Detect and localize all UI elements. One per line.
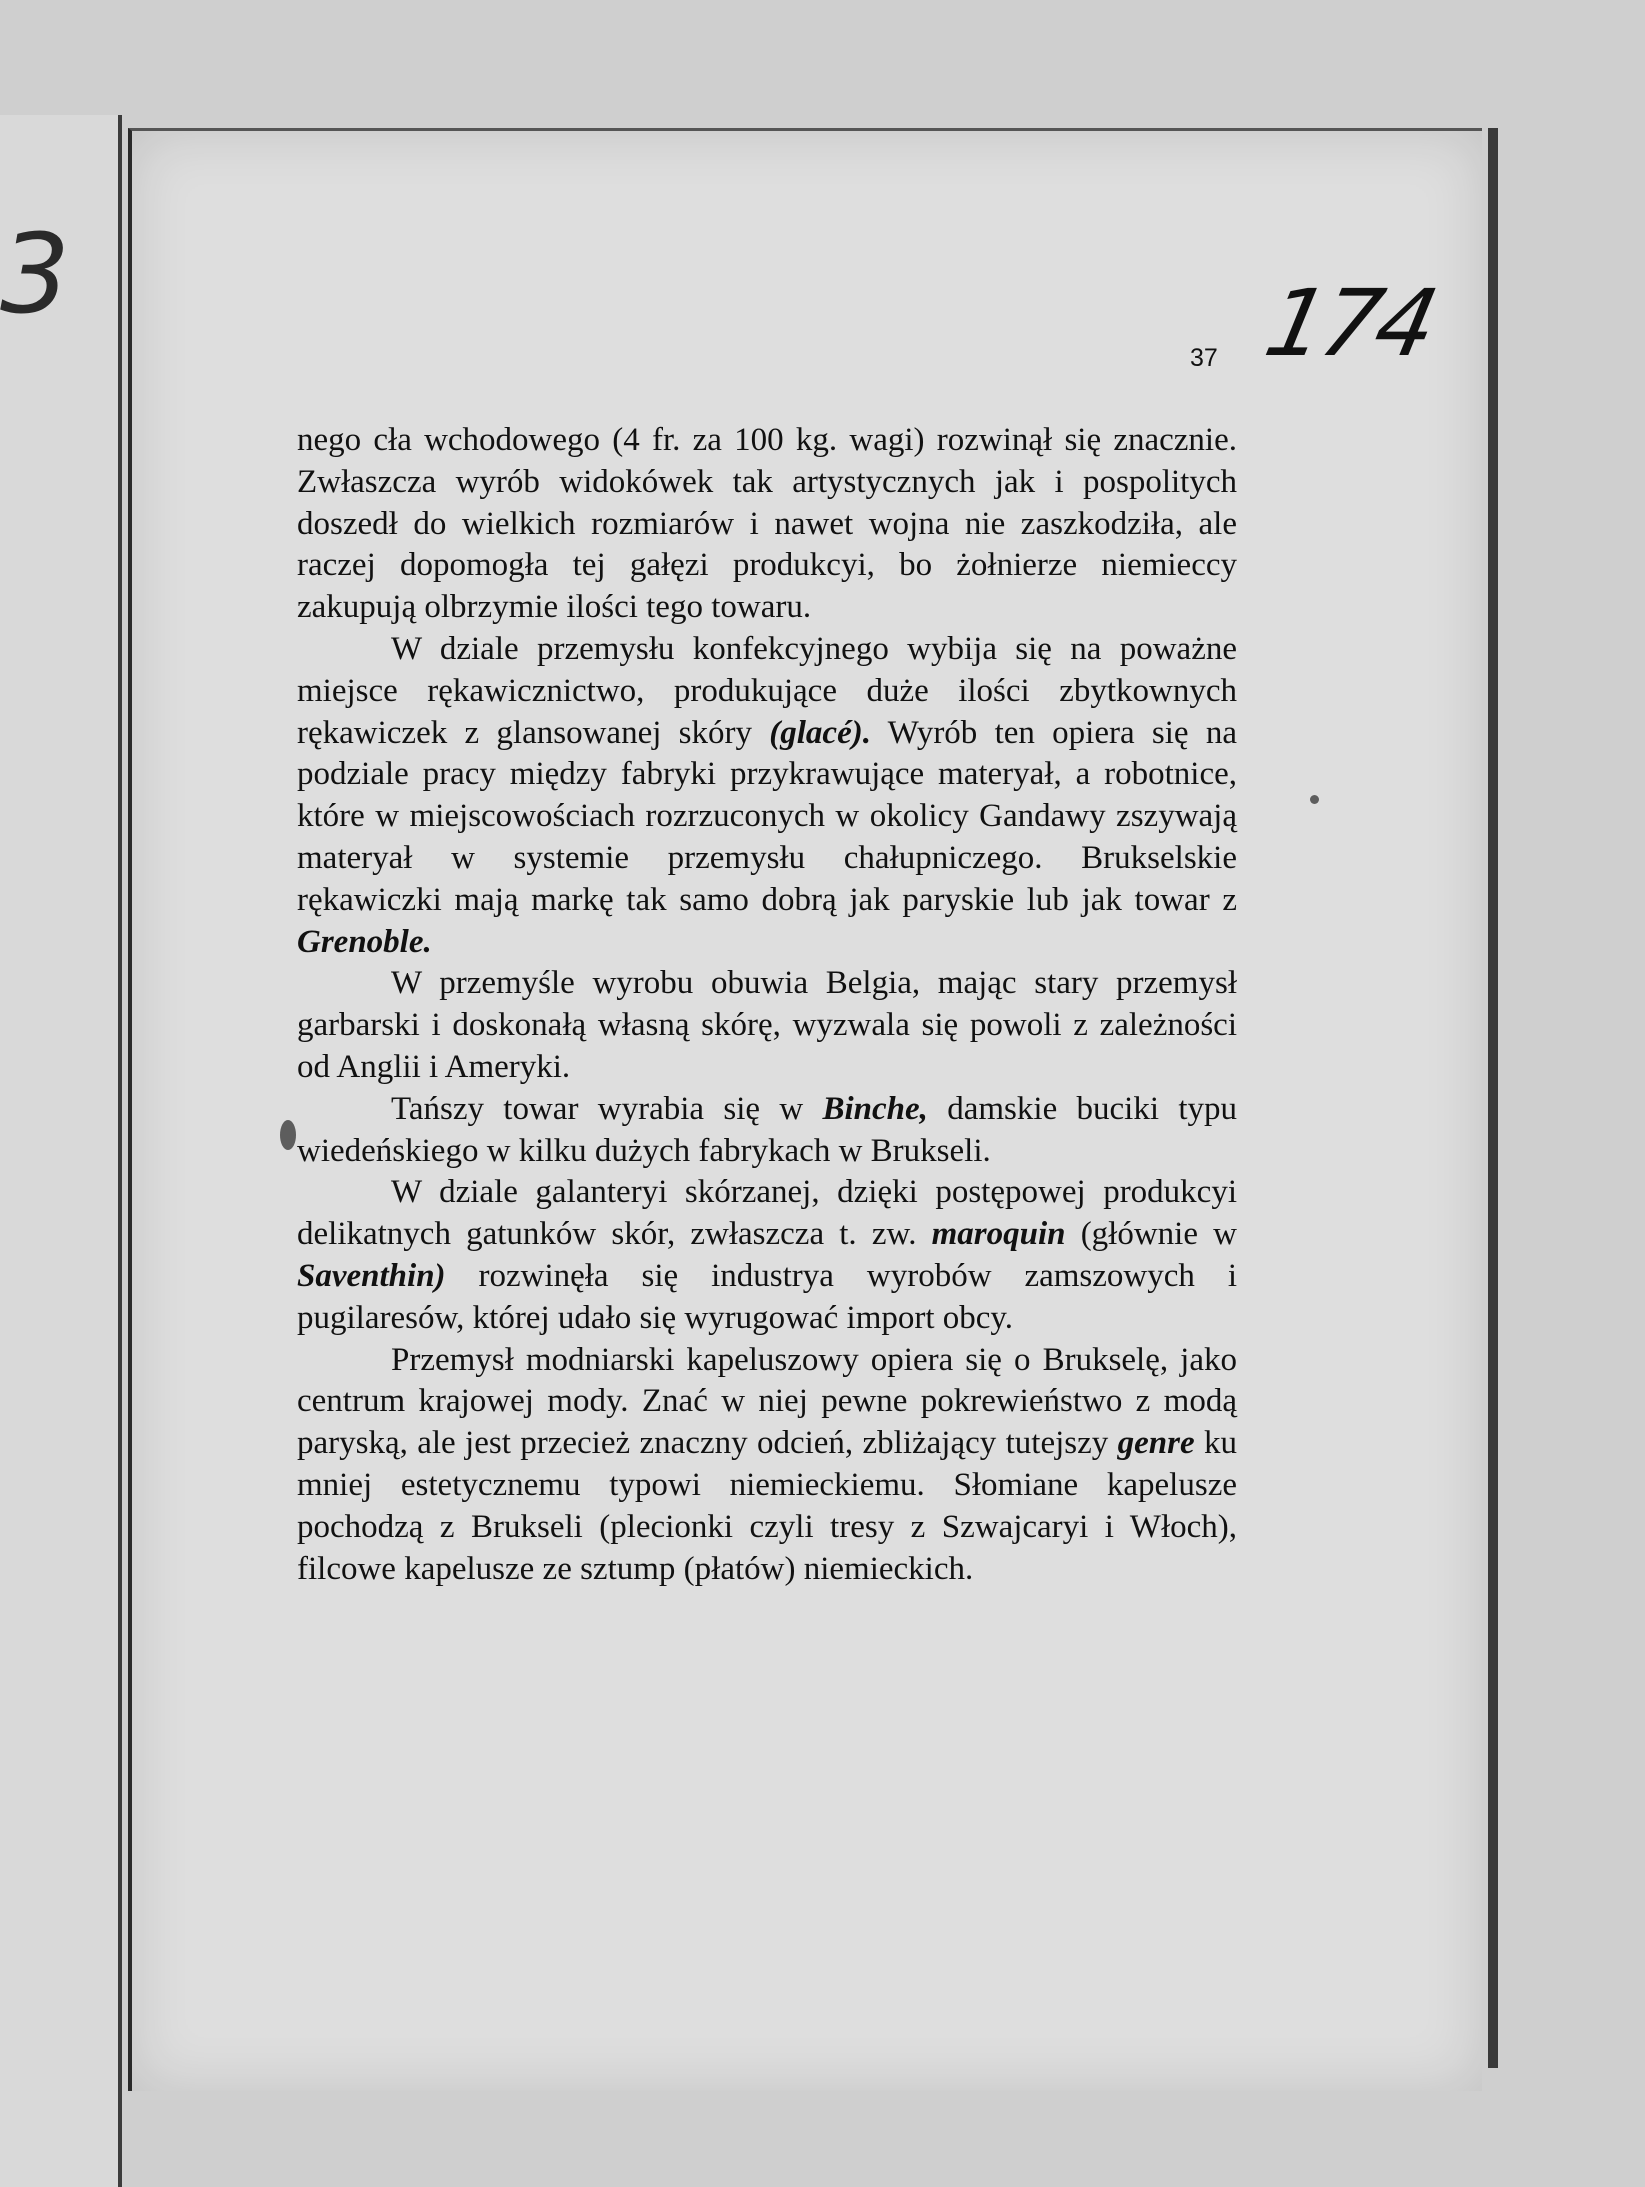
ink-spot xyxy=(280,1120,296,1150)
text-run: W dziale galanteryi skórzanej, dzięki postępowej produkcyi delikatnych gatunków skór, zwłaszcza t. zw. xyxy=(297,1174,1237,1253)
handwritten-archive-number: 174 xyxy=(1256,270,1443,377)
margin-mark: 3 xyxy=(0,210,70,338)
text-run: Tańszy towar wyrabia się w xyxy=(391,1090,823,1127)
body-text xyxy=(297,420,1237,1590)
text-run: (głównie w xyxy=(1065,1216,1237,1253)
text-run: Przemysł modniarski kapeluszowy opiera się o Brukselę, jako centrum krajowej mody. Znać w niej pewne pokrewieństwo z modą paryską, ale jest przecież znaczny odcień, zbliżający tutejszy xyxy=(297,1341,1237,1462)
paragraph xyxy=(297,963,1237,1088)
adjacent-page-edge xyxy=(0,115,122,2187)
text-run: Wyrób ten opiera się na podziale pracy między fabryki przykrawujące materyał, a robotnice, które w miejscowościach rozrzuconych w okolicy Gandawy zszywają materyał w systemie przemysłu chałupniczego. Brukselskie rękawiczki mają markę tak samo dobrą jak paryskie lub jak towar z xyxy=(297,714,1237,918)
text-run: ku mniej estetycznemu typowi niemieckiemu. Słomiane kapelusze pochodzą z Brukseli (plecionki czyli tresy z Szwajcaryi i Włoch), filcowe kapelusze ze sztump (płatów) niemieckich. xyxy=(297,1425,1238,1587)
page-number: 37 xyxy=(1190,344,1218,372)
text-run: W przemyśle wyrobu obuwia Belgia, mając stary przemysł garbarski i doskonałą własną skórę, wyzwala się powoli z zależności od Anglii i Ameryki. xyxy=(297,965,1237,1085)
paragraph xyxy=(297,1172,1237,1339)
paragraph xyxy=(297,420,1237,629)
text-run: W dziale przemysłu konfekcyjnego wybija się na poważne miejsce rękawicznictwo, produkujące duże ilości zbytkownych rękawiczek z glansowanej skóry xyxy=(297,630,1237,751)
ink-spot xyxy=(1310,795,1319,804)
paragraph xyxy=(297,1089,1237,1173)
italic-term: genre xyxy=(1117,1425,1195,1462)
text-run: damskie buciki typu wiedeńskiego w kilku dużych fabrykach w Brukseli. xyxy=(297,1090,1237,1169)
italic-term: Binche, xyxy=(822,1090,928,1127)
italic-term: Grenoble. xyxy=(297,923,432,960)
italic-term: maroquin xyxy=(931,1216,1066,1253)
italic-term: (glacé). xyxy=(769,714,871,751)
page-edge-shadow xyxy=(1488,128,1498,2068)
paragraph xyxy=(297,629,1237,963)
text-run: nego cła wchodowego (4 fr. za 100 kg. wagi) rozwinął się znacznie. Zwłaszcza wyrób widokówek tak artystycznych jak i pospolitych doszedł do wielkich rozmiarów i nawet wojna nie zaszkodziła, ale raczej dopomogła tej gałęzi produkcyi, bo żołnierze niemieccy zakupują olbrzymie ilości tego towaru. xyxy=(297,422,1237,626)
text-run: rozwinęła się industrya wyrobów zamszowych i pugilaresów, której udało się wyrugować import obcy. xyxy=(297,1257,1237,1336)
paragraph xyxy=(297,1340,1237,1591)
italic-term: Saventhin) xyxy=(297,1257,446,1294)
